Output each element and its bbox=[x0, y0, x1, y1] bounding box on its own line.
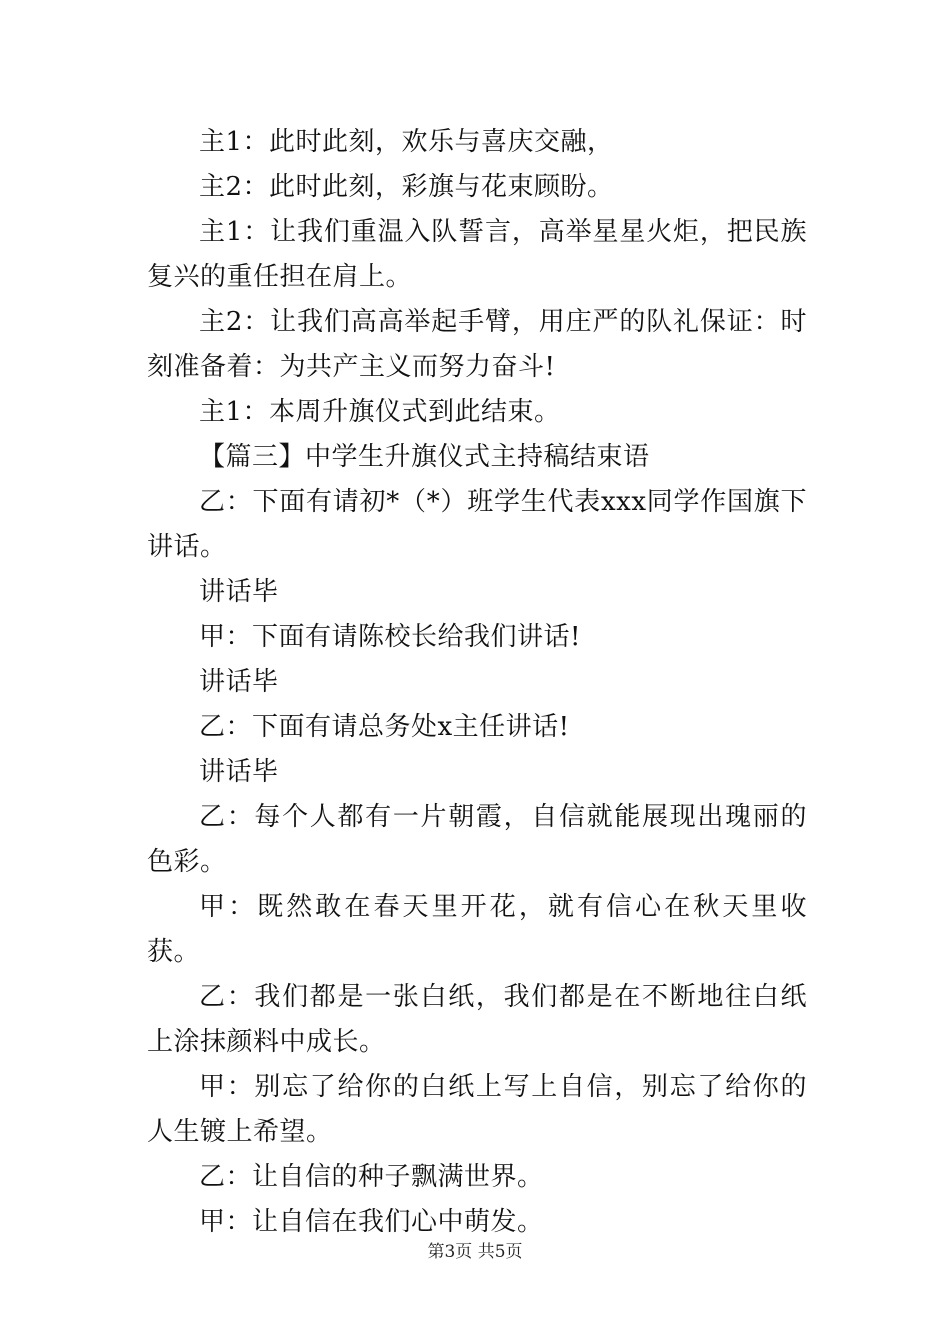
paragraph-11: 乙：下面有请总务处x主任讲话! bbox=[199, 712, 570, 742]
paragraph-14: 甲：既然敢在春天里开花，就有信心在秋天里收获。 bbox=[147, 892, 807, 967]
paragraph-3: 主1：让我们重温入队誓言，高举星星火炬，把民族复兴的重任担在肩上。 bbox=[147, 217, 807, 292]
document-body bbox=[147, 120, 807, 1245]
paragraph-2: 主2：此时此刻，彩旗与花束顾盼。 bbox=[199, 172, 614, 202]
section-heading: 【篇三】中学生升旗仪式主持稿结束语 bbox=[199, 442, 650, 472]
paragraph-13: 乙：每个人都有一片朝霞，自信就能展现出瑰丽的色彩。 bbox=[147, 802, 807, 877]
paragraph-5: 主1：本周升旗仪式到此结束。 bbox=[199, 397, 561, 427]
paragraph-9: 甲：下面有请陈校长给我们讲话! bbox=[199, 622, 581, 652]
page-footer: 第3页 共5页 bbox=[427, 1242, 523, 1262]
paragraph-16: 甲：别忘了给你的白纸上写上自信，别忘了给你的人生镀上希望。 bbox=[147, 1072, 807, 1147]
paragraph-1: 主1：此时此刻，欢乐与喜庆交融， bbox=[199, 127, 614, 157]
paragraph-15: 乙：我们都是一张白纸，我们都是在不断地往白纸上涂抹颜料中成长。 bbox=[147, 982, 807, 1057]
paragraph-7: 乙：下面有请初*（*）班学生代表xxx同学作国旗下讲话。 bbox=[147, 487, 807, 562]
paragraph-12: 讲话毕 bbox=[199, 757, 279, 787]
paragraph-18: 甲：让自信在我们心中萌发。 bbox=[199, 1207, 544, 1237]
paragraph-4: 主2：让我们高高举起手臂，用庄严的队礼保证：时刻准备着：为共产主义而努力奋斗! bbox=[147, 307, 807, 382]
paragraph-8: 讲话毕 bbox=[199, 577, 279, 607]
paragraph-17: 乙：让自信的种子飘满世界。 bbox=[199, 1162, 544, 1192]
paragraph-10: 讲话毕 bbox=[199, 667, 279, 697]
